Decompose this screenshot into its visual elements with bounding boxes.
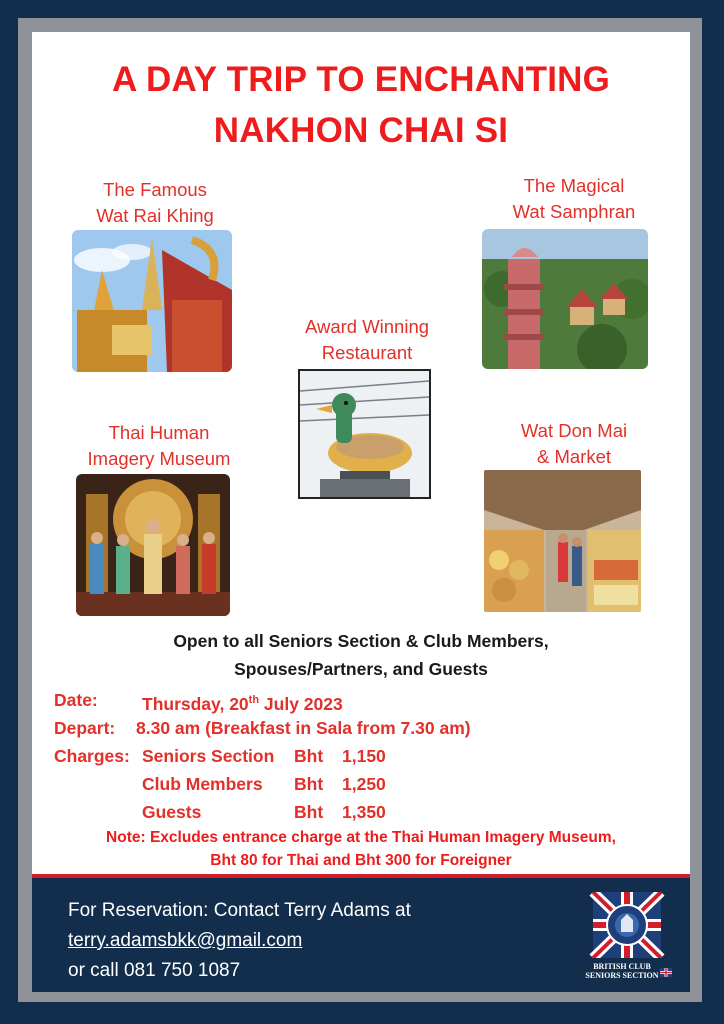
note-line-2: Bht 80 for Thai and Bht 300 for Foreigner xyxy=(210,852,512,869)
logo-text: BRITISH CLUB SENIORS SECTION xyxy=(585,962,659,980)
charge-category: Club Members xyxy=(142,774,263,794)
photo-museum xyxy=(76,474,230,616)
title-line-1: A DAY TRIP TO ENCHANTING xyxy=(111,60,611,99)
charge-category: Guests xyxy=(142,802,202,822)
depart-value: 8.30 am (Breakfast in Sala from 7.30 am) xyxy=(136,718,471,738)
open-to-line-2: Spouses/Partners, and Guests xyxy=(234,659,488,679)
photo-wat-don-mai-market xyxy=(484,470,641,612)
phone-text: or call 081 750 1087 xyxy=(68,960,241,981)
charges-label: Charges: xyxy=(54,746,130,766)
footer xyxy=(32,874,690,992)
poster-page xyxy=(32,32,690,874)
charge-amount: 1,350 xyxy=(342,802,386,822)
caption-wat-don-mai: Wat Don Mai & Market xyxy=(520,420,628,467)
photo-restaurant-duck xyxy=(298,369,431,499)
caption-museum: Thai Human Imagery Museum xyxy=(87,422,231,469)
caption-wat-samphran: The Magical Wat Samphran xyxy=(512,175,636,222)
email-link[interactable]: terry.adamsbkk@gmail.com xyxy=(68,930,303,951)
charge-amount: 1,250 xyxy=(342,774,386,794)
charge-amount: 1,150 xyxy=(342,746,386,766)
british-club-logo-icon xyxy=(587,892,667,958)
flag-icon xyxy=(660,968,672,977)
caption-restaurant: Award Winning Restaurant xyxy=(304,316,430,363)
depart-row xyxy=(54,714,674,742)
date-row xyxy=(54,686,674,714)
caption-wat-rai-khing: The Famous Wat Rai Khing xyxy=(96,179,214,226)
charges-row-club-members xyxy=(54,770,674,798)
charges-row-guests xyxy=(54,798,674,826)
reservation-text: For Reservation: Contact Terry Adams at xyxy=(68,900,411,921)
photo-wat-samphran xyxy=(482,229,648,369)
charge-currency: Bht xyxy=(294,774,324,794)
title-line-2: NAKHON CHAI SI xyxy=(213,111,509,150)
date-label: Date: xyxy=(54,690,98,710)
charge-currency: Bht xyxy=(294,746,324,766)
charge-currency: Bht xyxy=(294,802,324,822)
note-line-1: Note: Excludes entrance charge at the Thai Human Imagery Museum, xyxy=(106,829,616,846)
charges-row-seniors xyxy=(54,742,674,770)
open-to-line-1: Open to all Seniors Section & Club Members, xyxy=(173,631,549,651)
charge-category: Seniors Section xyxy=(142,746,275,766)
depart-label: Depart: xyxy=(54,718,116,738)
date-value: Thursday, 20th July 2023 xyxy=(142,693,343,714)
photo-wat-rai-khing xyxy=(72,230,232,372)
